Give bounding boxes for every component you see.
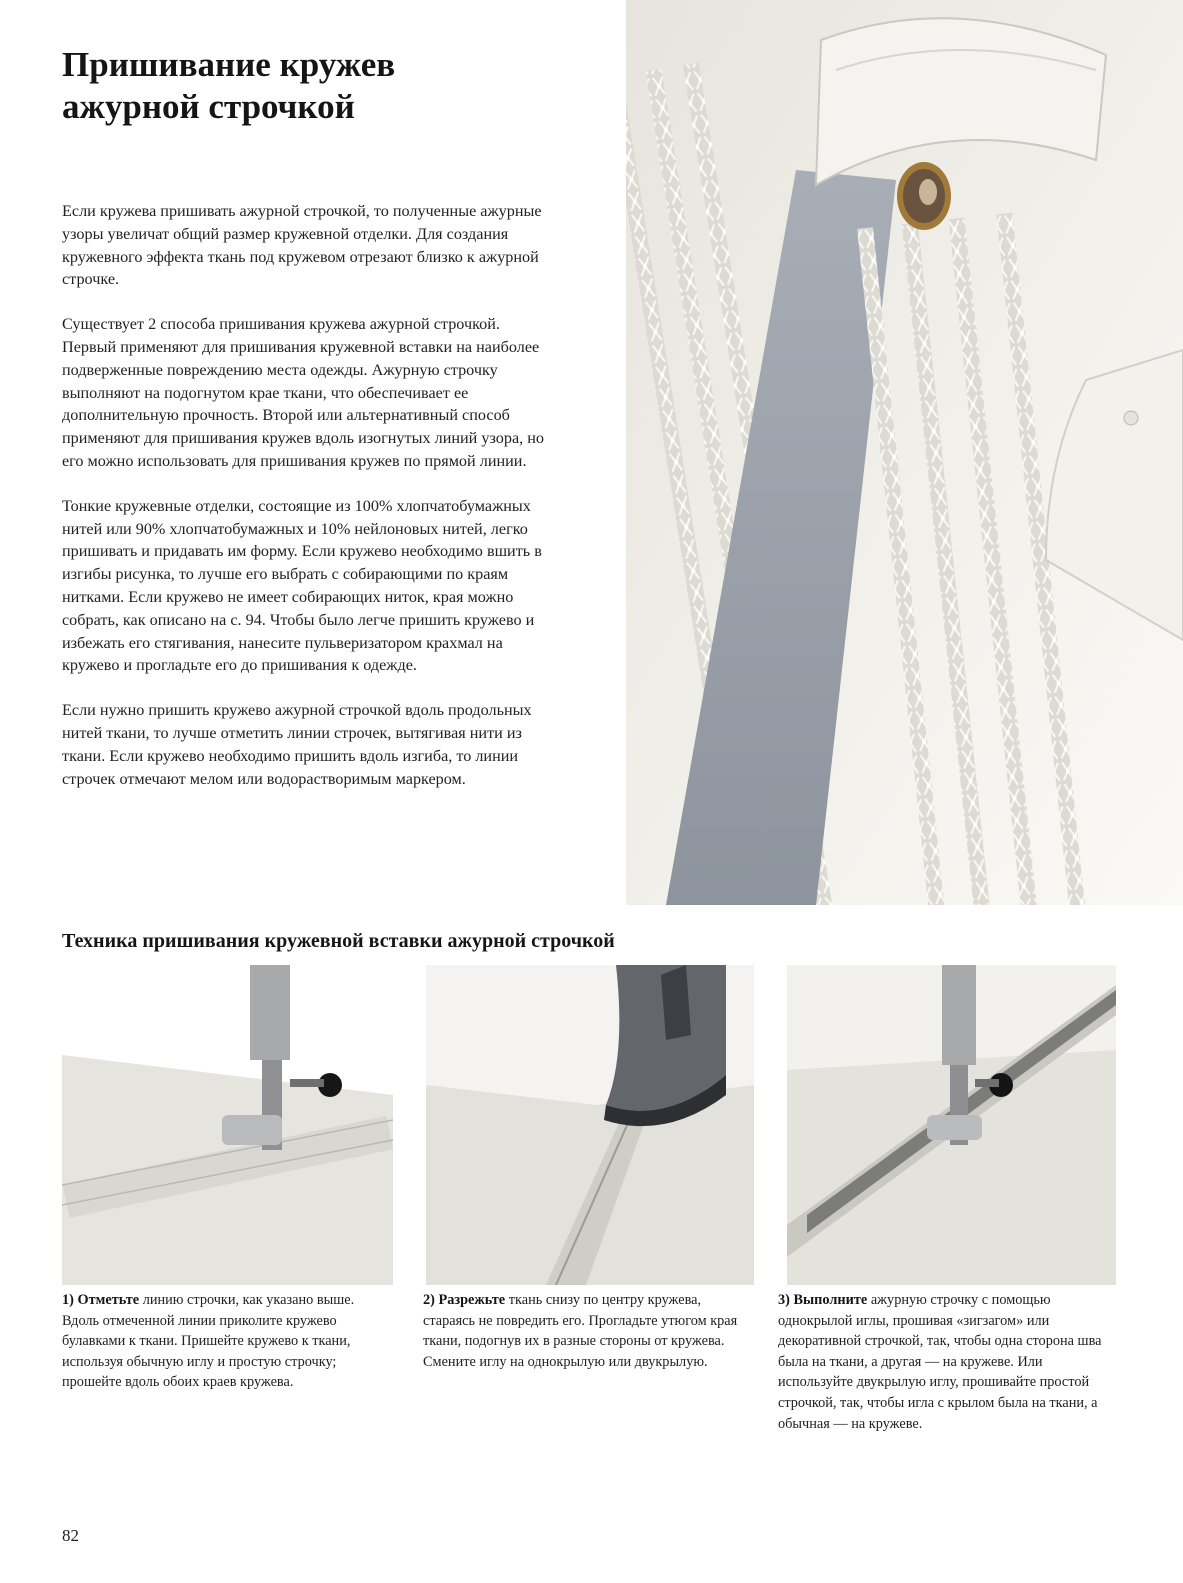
section-heading: Техника пришивания кружевной вставки ажурной строчкой <box>62 930 615 952</box>
page-number: 82 <box>62 1526 79 1545</box>
step-1-text: линию строчки, как указано выше. Вдоль отмеченной линии приколите кружево булавками к ткани. Пришейте кружево к ткани, используя обычную иглу и простую строчку; прошейте вдоль обоих краев кружева. <box>62 1292 355 1391</box>
step-1-photo <box>62 965 393 1580</box>
step-1-caption <box>62 1290 387 1393</box>
step-2-text: ткань снизу по центру кружева, стараясь не повредить его. Прогладьте утюгом края ткани, подогнув их в разные стороны от кружева. Смените иглу на однокрылую или двукрылую. <box>423 1292 738 1370</box>
step-3-caption <box>778 1290 1110 1434</box>
cameo-brooch-icon <box>897 162 951 230</box>
step-3-text: ажурную строчку с помощью однокрылой иглы, прошивая «зигзагом» или декоративной строчкой, так, чтобы одна сторона шва была на ткани, а другая — на кружеве. Или используйте двукрылую иглу, прошивайте простой строчкой, так, чтобы игла с крылом была на ткани, а обычная — на кружеве. <box>778 1292 1102 1432</box>
step-2-lead: 2) Разрежьте <box>423 1292 506 1308</box>
step-1-lead: 1) Отметьте <box>62 1292 140 1308</box>
body-text <box>62 200 554 812</box>
page-title-line-1: Пришивание кружев <box>62 45 396 84</box>
page-title-line-2: ажурной строчкой <box>62 87 355 126</box>
shirt-photo <box>626 0 1183 905</box>
page-title <box>62 44 395 128</box>
paragraph-2: Существует 2 способа пришивания кружева ажурной строчкой. Первый применяют для пришивания кружевной вставки на наиболее подверженные повреждению места одежды. Ажурную строчку выполняют на подогнутом крае ткани, что обеспечивает ее дополнительную прочность. Второй или альтернативный способ применяют для пришивания кружев вдоль изогнутых линий узора, но его можно использовать для пришивания кружев по прямой линии. <box>62 315 545 470</box>
step-3-photo <box>787 965 1116 1580</box>
paragraph-4: Если нужно пришить кружево ажурной строчкой вдоль продольных нитей ткани, то лучше отметить линии строчек, вытягивая нити из ткани. Если кружево необходимо пришить вдоль изгиба, то линии строчек отмечают мелом или водорастворимым маркером. <box>62 701 532 788</box>
step-2-photo <box>426 965 754 1580</box>
paragraph-3: Тонкие кружевные отделки, состоящие из 100% хлопчатобумажных нитей или 90% хлопчатобумажных и 10% нейлоновых нитей, легко пришивать и придавать им форму. Если кружево необходимо вшить в изгибы рисунка, то лучше его выбрать с собирающими по краям нитками. Если кружево не имеет собирающих ниток, края можно собрать, как описано на с. 94. Чтобы было легче пришить кружево и избежать его стягивания, нанесите пульверизатором крахмал на кружево и прогладьте его до пришивания к одежде. <box>62 496 542 675</box>
step-3-lead: 3) Выполните <box>778 1292 868 1308</box>
step-2-caption <box>423 1290 741 1372</box>
paragraph-1: Если кружева пришивать ажурной строчкой, то полученные ажурные узоры увеличат общий размер кружевной отделки. Для создания кружевного эффекта ткань под кружевом отрезают близко к ажурной строчке. <box>62 202 542 289</box>
